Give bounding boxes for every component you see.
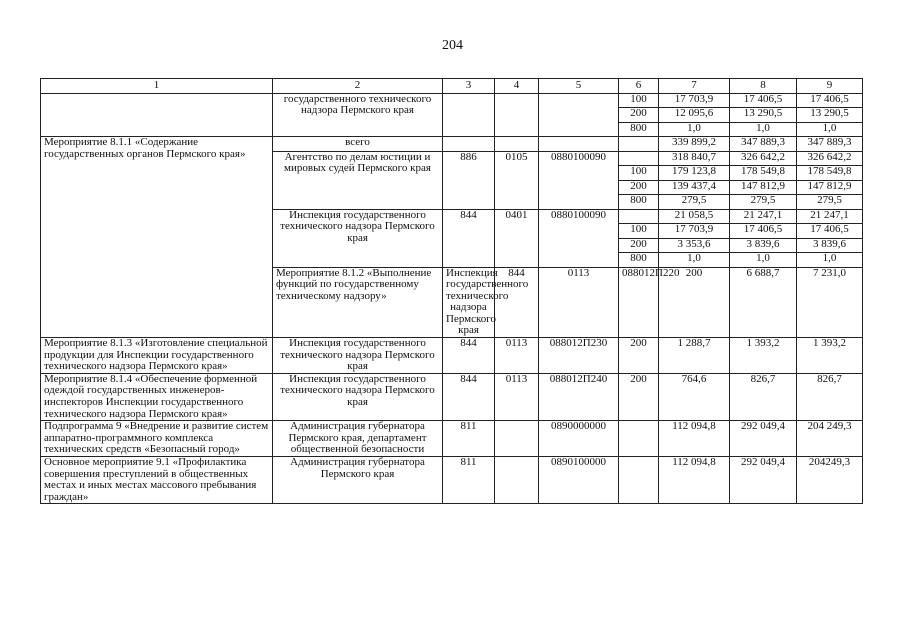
code-cell: 0880100090 xyxy=(539,151,619,209)
code-cell: 088012П220 xyxy=(619,267,659,338)
value-cell: 1 393,2 xyxy=(797,338,863,374)
table-row xyxy=(41,457,863,504)
executor-cell: Инспекция государственного технического надзора Пермского края xyxy=(273,209,443,267)
table-row xyxy=(41,338,863,374)
value-cell: 21 247,1 xyxy=(797,209,863,224)
value-cell: 147 812,9 xyxy=(797,180,863,195)
code-cell: 811 xyxy=(443,421,495,457)
value-cell: 6 688,7 xyxy=(730,267,797,338)
code-cell xyxy=(539,93,619,137)
code-cell xyxy=(443,93,495,137)
value-cell: 339 899,2 xyxy=(659,137,730,152)
expense-type-cell: 200 xyxy=(619,238,659,253)
expense-type-cell xyxy=(619,151,659,166)
expense-type-cell: 100 xyxy=(619,93,659,108)
activity-name-cell: Мероприятие 8.1.2 «Выполнение функций по государственному техническому надзору» xyxy=(273,267,443,338)
expense-type-cell: 200 xyxy=(659,267,730,338)
value-cell: 179 123,8 xyxy=(659,166,730,181)
code-cell xyxy=(495,421,539,457)
expense-type-cell: 200 xyxy=(619,373,659,420)
code-cell xyxy=(539,137,619,152)
value-cell: 826,7 xyxy=(797,373,863,420)
activity-name-cell xyxy=(41,93,273,137)
executor-cell: Агентство по делам юстиции и мировых судей Пермского края xyxy=(273,151,443,209)
value-cell: 3 839,6 xyxy=(797,238,863,253)
code-cell: 0113 xyxy=(539,267,619,338)
value-cell: 17 406,5 xyxy=(797,93,863,108)
value-cell: 326 642,2 xyxy=(730,151,797,166)
value-cell: 139 437,4 xyxy=(659,180,730,195)
value-cell: 13 290,5 xyxy=(730,108,797,123)
value-cell: 279,5 xyxy=(730,195,797,210)
executor-cell: Инспекция государственного технического надзора Пермского края xyxy=(273,373,443,420)
executor-cell: Инспекция государственного технического надзора Пермского края xyxy=(443,267,495,338)
value-cell: 21 247,1 xyxy=(730,209,797,224)
expense-type-cell: 800 xyxy=(619,122,659,137)
expense-type-cell xyxy=(619,209,659,224)
activity-name-cell: Основное мероприятие 9.1 «Профилактика совершения преступлений в общественных местах и иных местах массового пребывания граждан» xyxy=(41,457,273,504)
value-cell: 318 840,7 xyxy=(659,151,730,166)
value-cell: 292 049,4 xyxy=(730,421,797,457)
executor-cell: Администрация губернатора Пермского края xyxy=(273,457,443,504)
value-cell: 1,0 xyxy=(659,253,730,268)
code-cell: 0113 xyxy=(495,373,539,420)
value-cell: 3 353,6 xyxy=(659,238,730,253)
value-cell: 279,5 xyxy=(797,195,863,210)
value-cell: 17 406,5 xyxy=(797,224,863,239)
code-cell: 088012П240 xyxy=(539,373,619,420)
expense-type-cell: 200 xyxy=(619,338,659,374)
value-cell: 279,5 xyxy=(659,195,730,210)
expense-type-cell xyxy=(619,457,659,504)
value-cell: 17 703,9 xyxy=(659,224,730,239)
value-cell: 3 839,6 xyxy=(730,238,797,253)
table-row xyxy=(41,137,863,152)
value-cell: 1,0 xyxy=(659,122,730,137)
table-row xyxy=(41,93,863,108)
activity-name-cell: Мероприятие 8.1.3 «Изготовление специальной продукции для Инспекции государственного технического надзора Пермского края» xyxy=(41,338,273,374)
code-cell: 0880100090 xyxy=(539,209,619,267)
value-cell: 17 703,9 xyxy=(659,93,730,108)
code-cell xyxy=(495,457,539,504)
header-cell: 1 xyxy=(41,79,273,94)
code-cell: 886 xyxy=(443,151,495,209)
expense-type-cell xyxy=(619,137,659,152)
value-cell: 13 290,5 xyxy=(797,108,863,123)
table-row xyxy=(41,421,863,457)
activity-name-cell: Подпрограмма 9 «Внедрение и развитие систем аппаратно-программного комплекса технических средств «Безопасный город» xyxy=(41,421,273,457)
value-cell: 7 231,0 xyxy=(797,267,863,338)
code-cell: 088012П230 xyxy=(539,338,619,374)
value-cell: 347 889,3 xyxy=(797,137,863,152)
header-cell: 6 xyxy=(619,79,659,94)
expense-type-cell: 800 xyxy=(619,253,659,268)
expense-type-cell: 200 xyxy=(619,180,659,195)
executor-cell: государственного технического надзора Пермского края xyxy=(273,93,443,137)
code-cell: 844 xyxy=(443,209,495,267)
value-cell: 764,6 xyxy=(659,373,730,420)
value-cell: 17 406,5 xyxy=(730,224,797,239)
value-cell: 12 095,6 xyxy=(659,108,730,123)
executor-cell: всего xyxy=(273,137,443,152)
value-cell: 1 288,7 xyxy=(659,338,730,374)
header-cell: 9 xyxy=(797,79,863,94)
code-cell: 844 xyxy=(443,338,495,374)
header-cell: 3 xyxy=(443,79,495,94)
value-cell: 826,7 xyxy=(730,373,797,420)
header-cell: 4 xyxy=(495,79,539,94)
code-cell: 0113 xyxy=(495,338,539,374)
code-cell: 811 xyxy=(443,457,495,504)
code-cell: 844 xyxy=(495,267,539,338)
value-cell: 112 094,8 xyxy=(659,421,730,457)
expense-type-cell: 800 xyxy=(619,195,659,210)
header-cell: 2 xyxy=(273,79,443,94)
value-cell: 204 249,3 xyxy=(797,421,863,457)
value-cell: 292 049,4 xyxy=(730,457,797,504)
code-cell xyxy=(495,93,539,137)
value-cell: 147 812,9 xyxy=(730,180,797,195)
code-cell: 0890000000 xyxy=(539,421,619,457)
value-cell: 1,0 xyxy=(730,253,797,268)
value-cell: 326 642,2 xyxy=(797,151,863,166)
code-cell: 0890100000 xyxy=(539,457,619,504)
expense-type-cell: 100 xyxy=(619,166,659,181)
code-cell: 0105 xyxy=(495,151,539,209)
value-cell: 1,0 xyxy=(797,253,863,268)
code-cell: 844 xyxy=(443,373,495,420)
budget-table xyxy=(40,78,863,504)
code-cell xyxy=(495,137,539,152)
value-cell: 1 393,2 xyxy=(730,338,797,374)
value-cell: 347 889,3 xyxy=(730,137,797,152)
header-row xyxy=(41,79,863,94)
activity-name-cell: Мероприятие 8.1.4 «Обеспечение форменной одеждой государственных инженеров-инспекторов Инспекции государственного технического надзора Пермского края» xyxy=(41,373,273,420)
header-cell: 5 xyxy=(539,79,619,94)
activity-name-cell: Мероприятие 8.1.1 «Содержание государственных органов Пермского края» xyxy=(41,137,273,338)
value-cell: 112 094,8 xyxy=(659,457,730,504)
page-number: 204 xyxy=(442,38,463,53)
expense-type-cell: 100 xyxy=(619,224,659,239)
value-cell: 178 549,8 xyxy=(730,166,797,181)
value-cell: 21 058,5 xyxy=(659,209,730,224)
expense-type-cell xyxy=(619,421,659,457)
executor-cell: Администрация губернатора Пермского края, департамент общественной безопасности xyxy=(273,421,443,457)
executor-cell: Инспекция государственного технического надзора Пермского края xyxy=(273,338,443,374)
value-cell: 178 549,8 xyxy=(797,166,863,181)
expense-type-cell: 200 xyxy=(619,108,659,123)
value-cell: 17 406,5 xyxy=(730,93,797,108)
code-cell xyxy=(443,137,495,152)
table-row xyxy=(41,373,863,420)
value-cell: 1,0 xyxy=(730,122,797,137)
header-cell: 7 xyxy=(659,79,730,94)
header-cell: 8 xyxy=(730,79,797,94)
value-cell: 204249,3 xyxy=(797,457,863,504)
code-cell: 0401 xyxy=(495,209,539,267)
value-cell: 1,0 xyxy=(797,122,863,137)
